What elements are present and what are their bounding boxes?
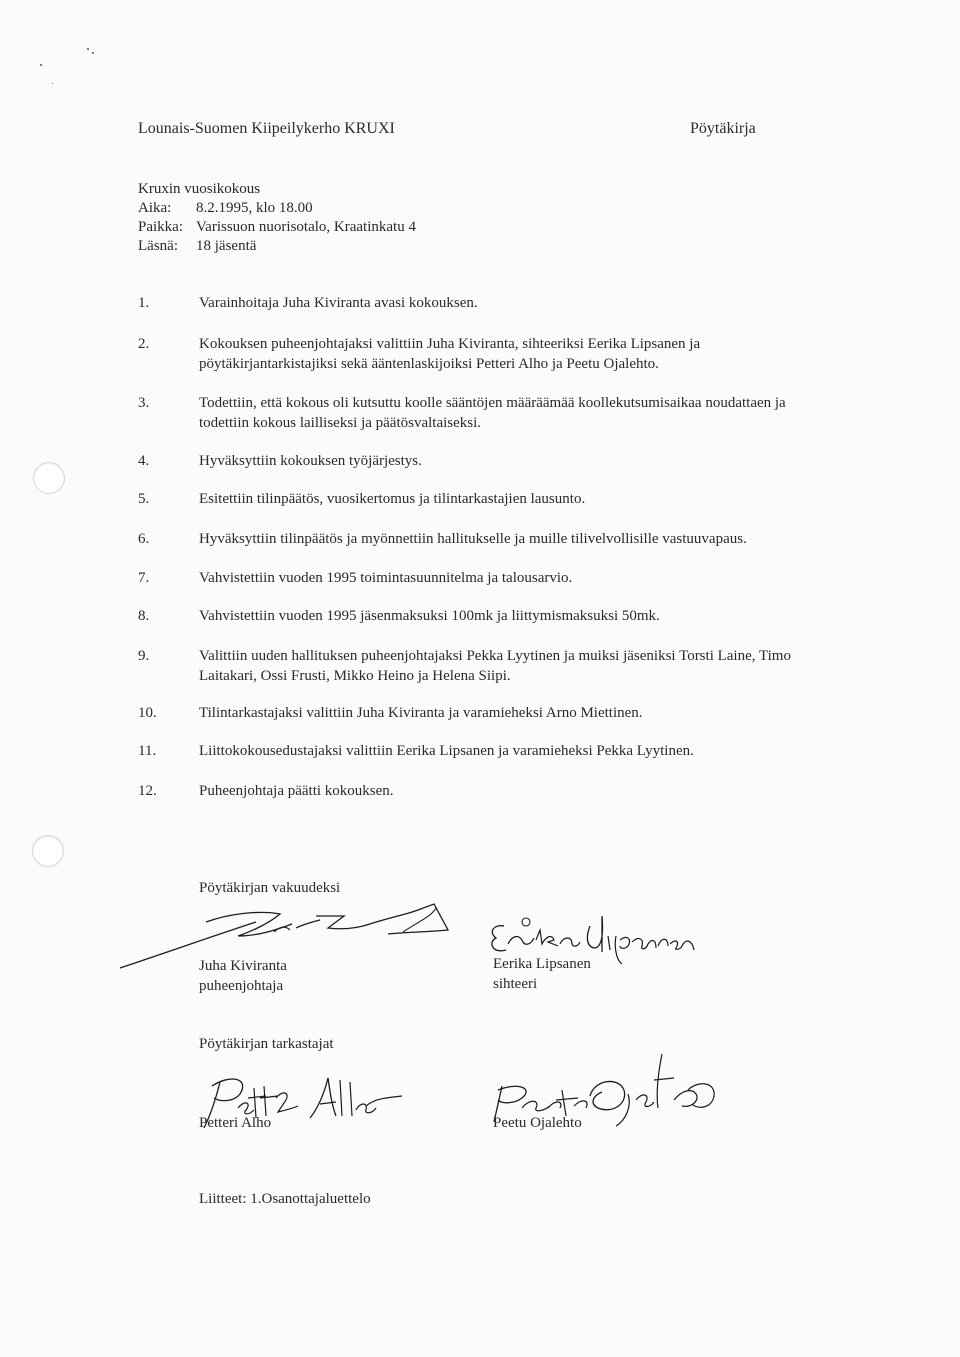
meeting-info bbox=[138, 180, 416, 256]
agenda-item-text: Vahvistettiin vuoden 1995 toimintasuunnitelma ja talousarvio. bbox=[199, 570, 573, 586]
agenda-item-text: Puheenjohtaja päätti kokouksen. bbox=[199, 783, 394, 799]
agenda-item-number: 10. bbox=[138, 705, 157, 721]
inspector-2-name: Peetu Ojalehto bbox=[493, 1115, 582, 1131]
agenda-item-text: Hyväksyttiin tilinpäätös ja myönnettiin hallitukselle ja muille tilivelvollisille vastuuvapaus. bbox=[199, 531, 747, 547]
meeting-time-value: 8.2.1995, klo 18.00 bbox=[196, 200, 313, 216]
signer-secretary-role: sihteeri bbox=[493, 976, 538, 992]
signature-juha-kiviranta bbox=[118, 902, 478, 982]
meeting-present-row bbox=[138, 237, 416, 256]
agenda-item-number: 9. bbox=[138, 648, 150, 664]
meeting-place-row bbox=[138, 218, 416, 237]
meeting-time-label: Aika: bbox=[138, 200, 172, 216]
agenda-item-text: Valittiin uuden hallituksen puheenjohtajaksi Pekka Lyytinen ja muiksi jäseniksi Torsti Laine, Timo Laitakari, Ossi Frusti, Mikko Heino ja Helena Siipi. bbox=[199, 648, 791, 684]
agenda-item-number: 11. bbox=[138, 743, 157, 759]
attachments-line: Liitteet: 1.Osanottajaluettelo bbox=[199, 1191, 371, 1207]
document-type: Pöytäkirja bbox=[690, 120, 756, 137]
agenda-item-number: 1. bbox=[138, 295, 150, 311]
signer-chair-role: puheenjohtaja bbox=[199, 978, 284, 994]
meeting-title: Kruxin vuosikokous bbox=[138, 181, 261, 197]
agenda-item-number: 6. bbox=[138, 531, 150, 547]
scan-speck bbox=[92, 52, 94, 54]
meeting-time-row bbox=[138, 199, 416, 218]
meeting-present-label: Läsnä: bbox=[138, 238, 178, 254]
signer-secretary bbox=[493, 954, 591, 994]
inspector-1-name: Petteri Alho bbox=[199, 1115, 272, 1131]
signer-chair-name: Juha Kiviranta bbox=[199, 958, 287, 974]
agenda-item-number: 5. bbox=[138, 491, 150, 507]
certification-heading: Pöytäkirjan vakuudeksi bbox=[199, 880, 341, 896]
meeting-present-value: 18 jäsentä bbox=[196, 238, 257, 254]
agenda-item-number: 4. bbox=[138, 453, 150, 469]
meeting-place-label: Paikka: bbox=[138, 219, 183, 235]
agenda-item-number: 2. bbox=[138, 336, 150, 352]
agenda-item-text: Kokouksen puheenjohtajaksi valittiin Juha Kiviranta, sihteeriksi Eerika Lipsanen ja pöytäkirjantarkistajiksi sekä ääntenlaskijoiksi Petteri Alho ja Peetu Ojalehto. bbox=[199, 336, 701, 372]
signer-secretary-name: Eerika Lipsanen bbox=[493, 956, 591, 972]
signer-chair bbox=[199, 956, 287, 996]
inspectors-heading: Pöytäkirjan tarkastajat bbox=[199, 1036, 334, 1052]
agenda-item-number: 7. bbox=[138, 570, 150, 586]
agenda-item-number: 3. bbox=[138, 395, 150, 411]
inspector-1 bbox=[199, 1113, 271, 1133]
agenda-item-text: Vahvistettiin vuoden 1995 jäsenmaksuksi 100mk ja liittymismaksuksi 50mk. bbox=[199, 608, 660, 624]
inspector-2 bbox=[493, 1113, 582, 1133]
agenda-item-text: Varainhoitaja Juha Kiviranta avasi kokouksen. bbox=[199, 295, 478, 311]
meeting-place-value: Varissuon nuorisotalo, Kraatinkatu 4 bbox=[196, 219, 416, 235]
agenda-item-number: 8. bbox=[138, 608, 150, 624]
organization-name: Lounais-Suomen Kiipeilykerho KRUXI bbox=[138, 120, 395, 137]
scan-speck bbox=[87, 48, 89, 50]
punch-hole-upper bbox=[33, 462, 65, 494]
scan-speck bbox=[40, 64, 42, 66]
agenda-item-text: Hyväksyttiin kokouksen työjärjestys. bbox=[199, 453, 422, 469]
agenda-item-text: Esitettiin tilinpäätös, vuosikertomus ja tilintarkastajien lausunto. bbox=[199, 491, 586, 507]
agenda-item-text: Tilintarkastajaksi valittiin Juha Kiviranta ja varamieheksi Arno Miettinen. bbox=[199, 705, 643, 721]
punch-hole-lower bbox=[32, 835, 64, 867]
agenda-item-text: Todettiin, että kokous oli kutsuttu koolle sääntöjen määräämää koollekutsumisaikaa noudattaen ja todettiin kokous lailliseksi ja päätösvaltaiseksi. bbox=[199, 395, 786, 431]
agenda-item-text: Liittokokousedustajaksi valittiin Eerika Lipsanen ja varamieheksi Pekka Lyytinen. bbox=[199, 743, 694, 759]
agenda-item-number: 12. bbox=[138, 783, 157, 799]
scan-speck bbox=[52, 83, 53, 84]
